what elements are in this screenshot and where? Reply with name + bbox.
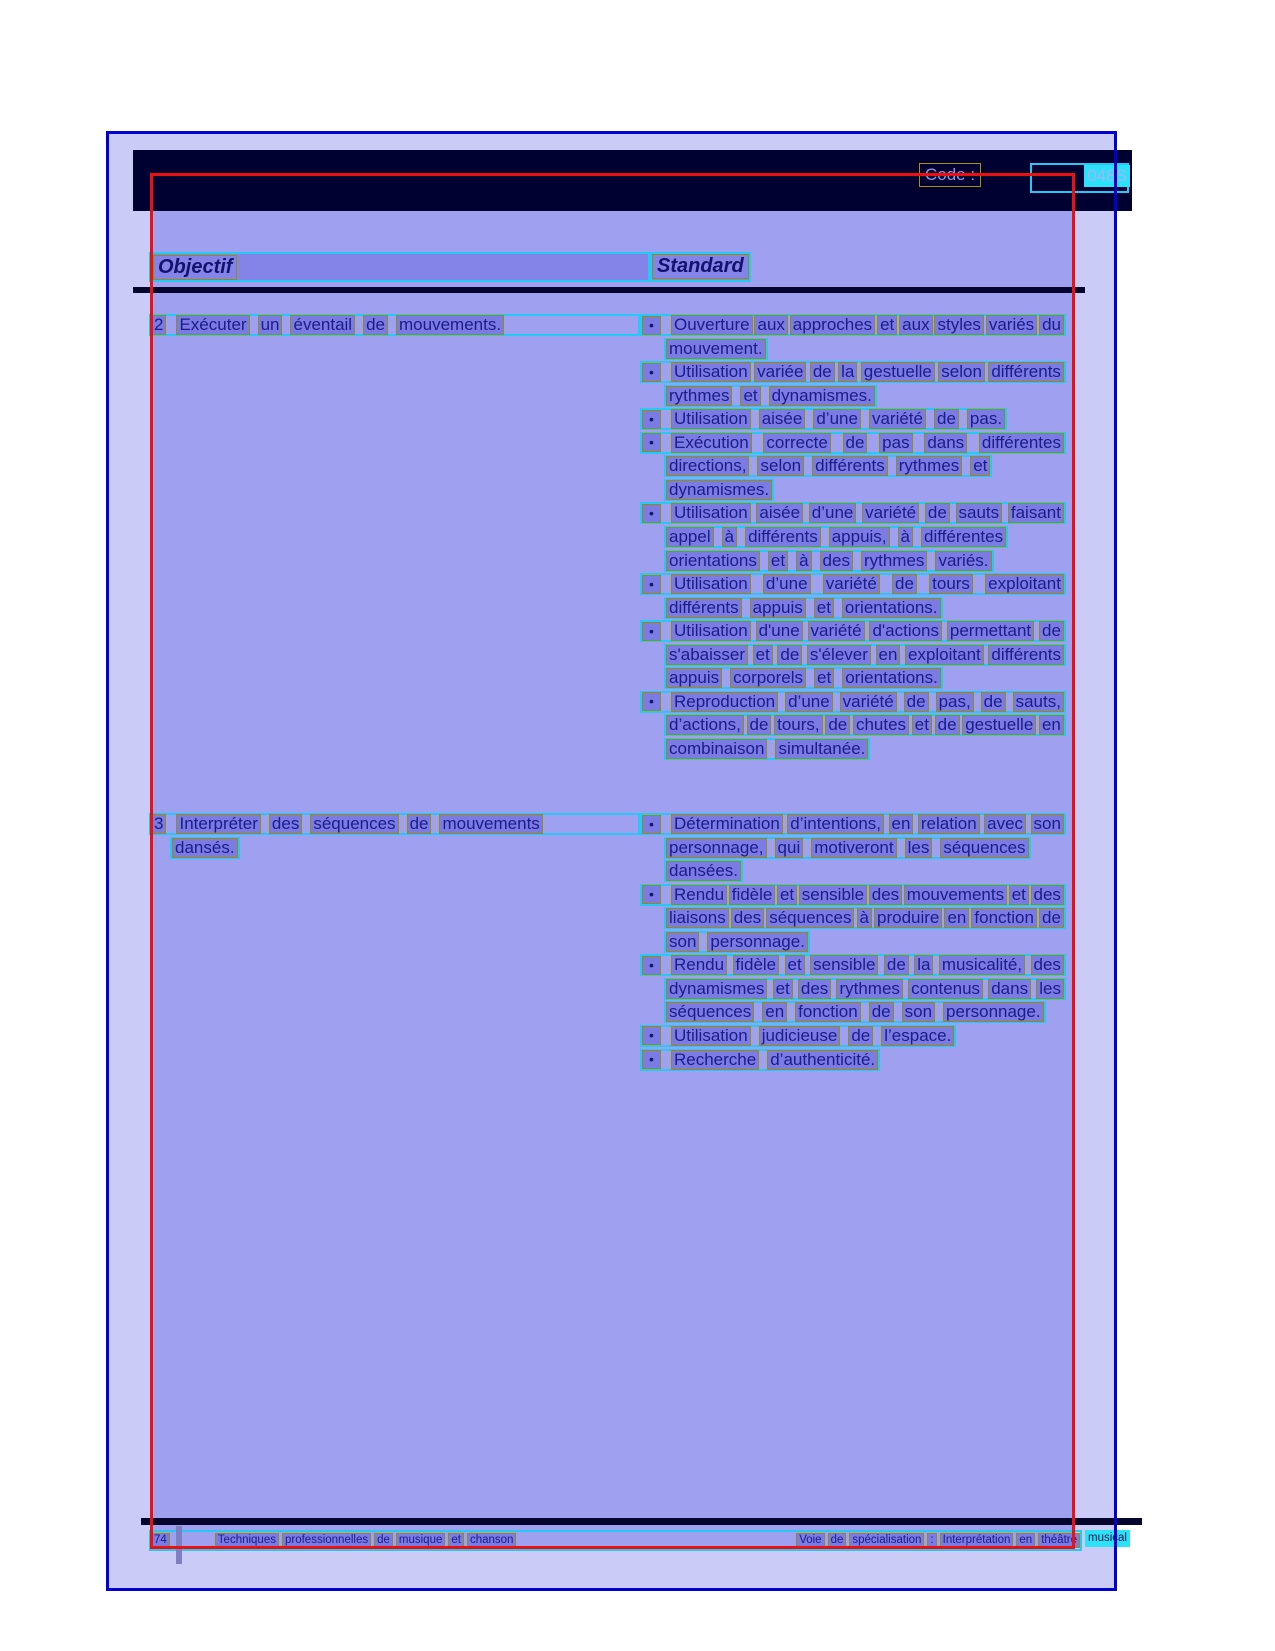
bullet-icon: •: [642, 1050, 661, 1069]
footer-right-group: [796, 1533, 1080, 1548]
ocr-word[interactable]: tours: [929, 574, 973, 594]
ocr-word[interactable]: d’une: [785, 692, 833, 712]
ocr-word[interactable]: de: [407, 814, 432, 834]
ocr-word[interactable]: relation: [918, 814, 980, 834]
ocr-word[interactable]: fidèle: [729, 885, 776, 905]
ocr-word[interactable]: et: [814, 598, 834, 618]
page-number[interactable]: 74: [151, 1533, 170, 1548]
ocr-word[interactable]: orientations: [666, 551, 760, 571]
ocr-word[interactable]: styles: [934, 315, 983, 335]
ocr-word[interactable]: Exécution: [671, 433, 752, 453]
ocr-word[interactable]: selon: [938, 362, 985, 382]
ocr-line: [149, 314, 640, 336]
ocr-word[interactable]: sensible: [810, 955, 878, 975]
ocr-line: [640, 1049, 880, 1071]
ocr-line: [640, 691, 1066, 713]
ocr-line: [664, 1001, 1046, 1023]
ocr-word[interactable]: liaisons: [666, 908, 729, 928]
ocr-line: [664, 907, 1066, 929]
ocr-word[interactable]: professionnelles: [282, 1533, 371, 1548]
ocr-word[interactable]: pas.: [967, 409, 1005, 429]
ocr-word[interactable]: d’une: [809, 503, 857, 523]
ocr-word[interactable]: fonction: [971, 908, 1037, 928]
ocr-word[interactable]: correcte: [763, 433, 830, 453]
ocr-word[interactable]: produire: [874, 908, 942, 928]
ocr-word[interactable]: dans: [988, 979, 1031, 999]
ocr-word[interactable]: de: [1039, 908, 1064, 928]
ocr-word[interactable]: orientations.: [842, 668, 941, 688]
ocr-line: [640, 620, 1066, 642]
ocr-word[interactable]: Exécuter: [176, 315, 249, 335]
ocr-word[interactable]: approches: [790, 315, 875, 335]
ocr-line: [664, 550, 994, 572]
ocr-word[interactable]: de: [934, 409, 959, 429]
ocr-word[interactable]: dansées.: [666, 861, 741, 881]
ocr-line: [664, 385, 877, 407]
code-value-highlight: 048S: [1084, 165, 1130, 187]
ocr-word[interactable]: un: [258, 315, 283, 335]
ocr-line: [664, 526, 1008, 548]
footer-search-highlight[interactable]: musical: [1085, 1530, 1130, 1547]
ocr-line: [149, 813, 640, 835]
bullet-icon: •: [642, 692, 661, 711]
ocr-word[interactable]: variée: [754, 362, 806, 382]
ocr-word[interactable]: d’intentions,: [787, 814, 884, 834]
ocr-word[interactable]: de: [843, 433, 868, 453]
ocr-word[interactable]: Utilisation: [671, 362, 751, 382]
header-rule: [133, 287, 1085, 293]
ocr-word[interactable]: qui: [775, 838, 804, 858]
ocr-word[interactable]: mouvement.: [666, 339, 766, 359]
ocr-word[interactable]: chutes: [853, 715, 909, 735]
ocr-word[interactable]: dynamismes: [666, 979, 767, 999]
ocr-word[interactable]: s'élever: [807, 645, 871, 665]
ocr-word[interactable]: des: [1031, 955, 1064, 975]
ocr-word[interactable]: d'une: [756, 621, 803, 641]
ocr-word[interactable]: en: [876, 645, 901, 665]
ocr-word[interactable]: et: [785, 955, 805, 975]
ocr-word[interactable]: théâtre: [1038, 1533, 1080, 1548]
ocr-word[interactable]: fidèle: [733, 955, 780, 975]
ocr-word[interactable]: variés: [986, 315, 1037, 335]
ocr-word[interactable]: appuis: [750, 598, 806, 618]
ocr-word[interactable]: du: [1039, 315, 1064, 335]
bullet-icon: •: [642, 956, 661, 975]
ocr-word[interactable]: de: [777, 645, 802, 665]
ocr-word[interactable]: personnage.: [943, 1002, 1044, 1022]
ocr-word[interactable]: rythmes: [861, 551, 927, 571]
ocr-word[interactable]: de: [904, 692, 929, 712]
column-header-objectif: Objectif: [153, 255, 237, 280]
ocr-word[interactable]: variété: [840, 692, 897, 712]
ocr-word[interactable]: des: [731, 908, 764, 928]
ocr-word[interactable]: et: [448, 1533, 464, 1548]
ocr-word[interactable]: séquences: [666, 1002, 754, 1022]
ocr-word[interactable]: musique: [396, 1533, 445, 1548]
ocr-word[interactable]: :: [927, 1533, 936, 1548]
ocr-word[interactable]: différents: [988, 645, 1064, 665]
code-label: Code :: [919, 163, 981, 187]
ocr-word[interactable]: fonction: [795, 1002, 861, 1022]
ocr-word[interactable]: en: [762, 1002, 787, 1022]
ocr-word[interactable]: Recherche: [671, 1050, 759, 1070]
ocr-word[interactable]: différents: [812, 456, 888, 476]
bullet-icon: •: [642, 575, 661, 594]
ocr-word[interactable]: d’une: [763, 574, 811, 594]
ocr-word[interactable]: de: [848, 1026, 873, 1046]
ocr-word[interactable]: et: [740, 386, 760, 406]
bullet-icon: •: [642, 316, 661, 335]
ocr-word[interactable]: de: [925, 503, 950, 523]
ocr-word[interactable]: et: [912, 715, 932, 735]
ocr-word[interactable]: à: [898, 527, 913, 547]
ocr-line: [640, 884, 1066, 906]
ocr-word[interactable]: appel: [666, 527, 714, 547]
ocr-word[interactable]: de: [981, 692, 1006, 712]
ocr-word[interactable]: simultanée.: [775, 739, 868, 759]
ocr-word[interactable]: d'actions: [869, 621, 942, 641]
ocr-word[interactable]: chanson: [467, 1533, 516, 1548]
ocr-word[interactable]: exploitant: [985, 574, 1064, 594]
ocr-word[interactable]: variété: [808, 621, 865, 641]
ocr-word[interactable]: l’espace.: [881, 1026, 954, 1046]
ocr-word[interactable]: Interprétation: [940, 1533, 1014, 1548]
ocr-line: [640, 408, 1007, 430]
bullet-icon: •: [642, 815, 661, 834]
ocr-word[interactable]: Utilisation: [671, 574, 751, 594]
ocr-line: [640, 502, 1066, 524]
ocr-word[interactable]: personnage.: [707, 932, 808, 952]
ocr-word[interactable]: séquences: [310, 814, 398, 834]
footer-rule: [141, 1518, 1142, 1525]
ocr-word[interactable]: dans: [924, 433, 967, 453]
ocr-line: [640, 573, 1066, 595]
ocr-word[interactable]: à: [857, 908, 872, 928]
ocr-word[interactable]: dynamismes.: [666, 480, 772, 500]
ocr-word[interactable]: des: [798, 979, 831, 999]
ocr-word[interactable]: des: [869, 885, 902, 905]
ocr-line: [640, 432, 1066, 454]
ocr-word[interactable]: Interpréter: [176, 814, 260, 834]
ocr-word[interactable]: de: [374, 1533, 393, 1548]
ocr-word[interactable]: et: [970, 456, 990, 476]
bullet-icon: •: [642, 504, 661, 523]
ocr-word[interactable]: différents: [745, 527, 821, 547]
ocr-word[interactable]: variés.: [935, 551, 991, 571]
ocr-word[interactable]: les: [1036, 979, 1064, 999]
bullet-icon: •: [642, 410, 661, 429]
ocr-word[interactable]: permettant: [947, 621, 1034, 641]
ocr-word[interactable]: corporels: [730, 668, 806, 688]
ocr-word[interactable]: de: [884, 955, 909, 975]
ocr-word[interactable]: faisant: [1008, 503, 1064, 523]
ocr-word[interactable]: dynamismes.: [769, 386, 875, 406]
ocr-word[interactable]: rythmes: [836, 979, 902, 999]
ocr-line: [664, 860, 743, 882]
ocr-word[interactable]: Détermination: [671, 814, 783, 834]
ocr-word[interactable]: contenus: [908, 979, 983, 999]
ocr-word[interactable]: combinaison: [666, 739, 767, 759]
ocr-word[interactable]: en: [1016, 1533, 1035, 1548]
ocr-word[interactable]: d’une: [813, 409, 861, 429]
ocr-word[interactable]: les: [905, 838, 933, 858]
ocr-line: [664, 931, 810, 953]
ocr-word[interactable]: sauts,: [1013, 692, 1064, 712]
ocr-word[interactable]: de: [892, 574, 917, 594]
ocr-word[interactable]: son: [666, 932, 699, 952]
footer-left-group: [151, 1533, 516, 1548]
ocr-word[interactable]: de: [935, 715, 960, 735]
ocr-word[interactable]: et: [877, 315, 897, 335]
ocr-word[interactable]: pas: [879, 433, 912, 453]
ocr-word[interactable]: et: [814, 668, 834, 688]
ocr-word[interactable]: de: [810, 362, 835, 382]
ocr-word[interactable]: de: [1039, 621, 1064, 641]
ocr-word[interactable]: en: [944, 908, 969, 928]
ocr-word[interactable]: Utilisation: [671, 1026, 751, 1046]
ocr-word[interactable]: appuis,: [829, 527, 890, 547]
ocr-line: [640, 314, 1066, 336]
ocr-word[interactable]: différentes: [979, 433, 1064, 453]
ocr-word[interactable]: Utilisation: [671, 503, 751, 523]
ocr-word[interactable]: de: [825, 715, 850, 735]
ocr-word[interactable]: des: [820, 551, 853, 571]
ocr-word[interactable]: Reproduction: [671, 692, 778, 712]
ocr-word[interactable]: rythmes: [666, 386, 732, 406]
ocr-word[interactable]: pas,: [936, 692, 974, 712]
objectif-number[interactable]: 2: [151, 315, 166, 335]
ocr-word[interactable]: directions,: [666, 456, 749, 476]
ocr-word[interactable]: d’actions,: [666, 715, 744, 735]
ocr-word[interactable]: de: [828, 1533, 847, 1548]
ocr-word[interactable]: variété: [869, 409, 926, 429]
ocr-word[interactable]: Rendu: [671, 885, 727, 905]
ocr-line: [170, 837, 240, 859]
ocr-line: [664, 455, 992, 477]
table-header-row: [149, 252, 650, 282]
ocr-word[interactable]: la: [914, 955, 933, 975]
ocr-word[interactable]: sensible: [799, 885, 867, 905]
code-line-box: [1030, 163, 1129, 193]
ocr-word[interactable]: gestuelle: [861, 362, 935, 382]
ocr-word[interactable]: différentes: [921, 527, 1006, 547]
ocr-line: [640, 954, 1066, 976]
ocr-word[interactable]: et: [753, 645, 773, 665]
footer-row: [149, 1530, 1127, 1551]
ocr-word[interactable]: rythmes: [896, 456, 962, 476]
column-header-standard: Standard: [652, 254, 749, 279]
ocr-line: [664, 597, 943, 619]
ocr-word[interactable]: selon: [757, 456, 804, 476]
ocr-word[interactable]: à: [796, 551, 811, 571]
ocr-word[interactable]: variété: [823, 574, 880, 594]
ocr-word[interactable]: personnage,: [666, 838, 767, 858]
ocr-word[interactable]: tours,: [774, 715, 823, 735]
bullet-icon: •: [642, 433, 661, 452]
ocr-word[interactable]: sauts: [956, 503, 1003, 523]
objectif-number[interactable]: 3: [151, 814, 166, 834]
ocr-word[interactable]: aisée: [759, 409, 806, 429]
ocr-line: [664, 714, 1066, 736]
ocr-word[interactable]: et: [773, 979, 793, 999]
ocr-word[interactable]: son: [1031, 814, 1064, 834]
ocr-line: [664, 644, 1066, 666]
ocr-word[interactable]: séquences: [766, 908, 854, 928]
ocr-word[interactable]: de: [869, 1002, 894, 1022]
ocr-word[interactable]: et: [777, 885, 797, 905]
ocr-word[interactable]: Utilisation: [671, 409, 751, 429]
ocr-word[interactable]: aisée: [756, 503, 803, 523]
column-header-standard-box: [650, 252, 751, 282]
bullet-icon: •: [642, 363, 661, 382]
ocr-word[interactable]: Techniques: [215, 1533, 279, 1548]
ocr-line: [664, 837, 1031, 859]
ocr-word[interactable]: éventail: [290, 315, 355, 335]
ocr-word[interactable]: de: [747, 715, 772, 735]
ocr-word[interactable]: s'abaisser: [666, 645, 748, 665]
ocr-word[interactable]: Ouverture: [671, 315, 753, 335]
ocr-line: [664, 479, 774, 501]
bullet-icon: •: [642, 1026, 661, 1045]
ocr-word[interactable]: Voie: [796, 1533, 824, 1548]
ocr-word[interactable]: avec: [984, 814, 1026, 834]
ocr-word[interactable]: aux: [899, 315, 932, 335]
ocr-word[interactable]: et: [768, 551, 788, 571]
ocr-word[interactable]: Utilisation: [671, 621, 751, 641]
ocr-word[interactable]: Rendu: [671, 955, 727, 975]
ocr-word[interactable]: la: [838, 362, 857, 382]
ocr-word[interactable]: des: [1031, 885, 1064, 905]
ocr-word[interactable]: son: [902, 1002, 935, 1022]
ocr-word[interactable]: appuis: [666, 668, 722, 688]
ocr-word[interactable]: orientations.: [842, 598, 941, 618]
ocr-word[interactable]: dansés.: [172, 838, 238, 858]
ocr-word[interactable]: judicieuse: [759, 1026, 841, 1046]
ocr-word[interactable]: motiveront: [811, 838, 896, 858]
ocr-line: [664, 978, 1066, 1000]
ocr-word[interactable]: en: [1039, 715, 1064, 735]
ocr-line: [640, 361, 1066, 383]
ocr-line: [664, 738, 870, 760]
ocr-word[interactable]: à: [722, 527, 737, 547]
ocr-word[interactable]: aux: [754, 315, 787, 335]
ocr-word[interactable]: séquences: [940, 838, 1028, 858]
ocr-line: [664, 667, 943, 689]
ocr-word[interactable]: en: [889, 814, 914, 834]
ocr-word[interactable]: mouvements: [904, 885, 1007, 905]
ocr-word[interactable]: des: [269, 814, 302, 834]
ocr-word[interactable]: spécialisation: [849, 1533, 924, 1548]
caret-mark: [176, 1526, 182, 1564]
bullet-icon: •: [642, 622, 661, 641]
ocr-word[interactable]: variété: [862, 503, 919, 523]
ocr-line: [664, 338, 768, 360]
bullet-icon: •: [642, 885, 661, 904]
title-bar: [133, 150, 1132, 211]
ocr-word[interactable]: musicalité,: [939, 955, 1025, 975]
ocr-word[interactable]: d’authenticité.: [767, 1050, 878, 1070]
ocr-word[interactable]: mouvements.: [396, 315, 504, 335]
ocr-word[interactable]: mouvements: [439, 814, 542, 834]
ocr-word[interactable]: différents: [988, 362, 1064, 382]
ocr-line: [640, 813, 1066, 835]
ocr-word[interactable]: exploitant: [905, 645, 984, 665]
ocr-word[interactable]: de: [363, 315, 388, 335]
ocr-word[interactable]: et: [1009, 885, 1029, 905]
ocr-line: [640, 1025, 956, 1047]
ocr-word[interactable]: gestuelle: [962, 715, 1036, 735]
ocr-word[interactable]: différents: [666, 598, 742, 618]
